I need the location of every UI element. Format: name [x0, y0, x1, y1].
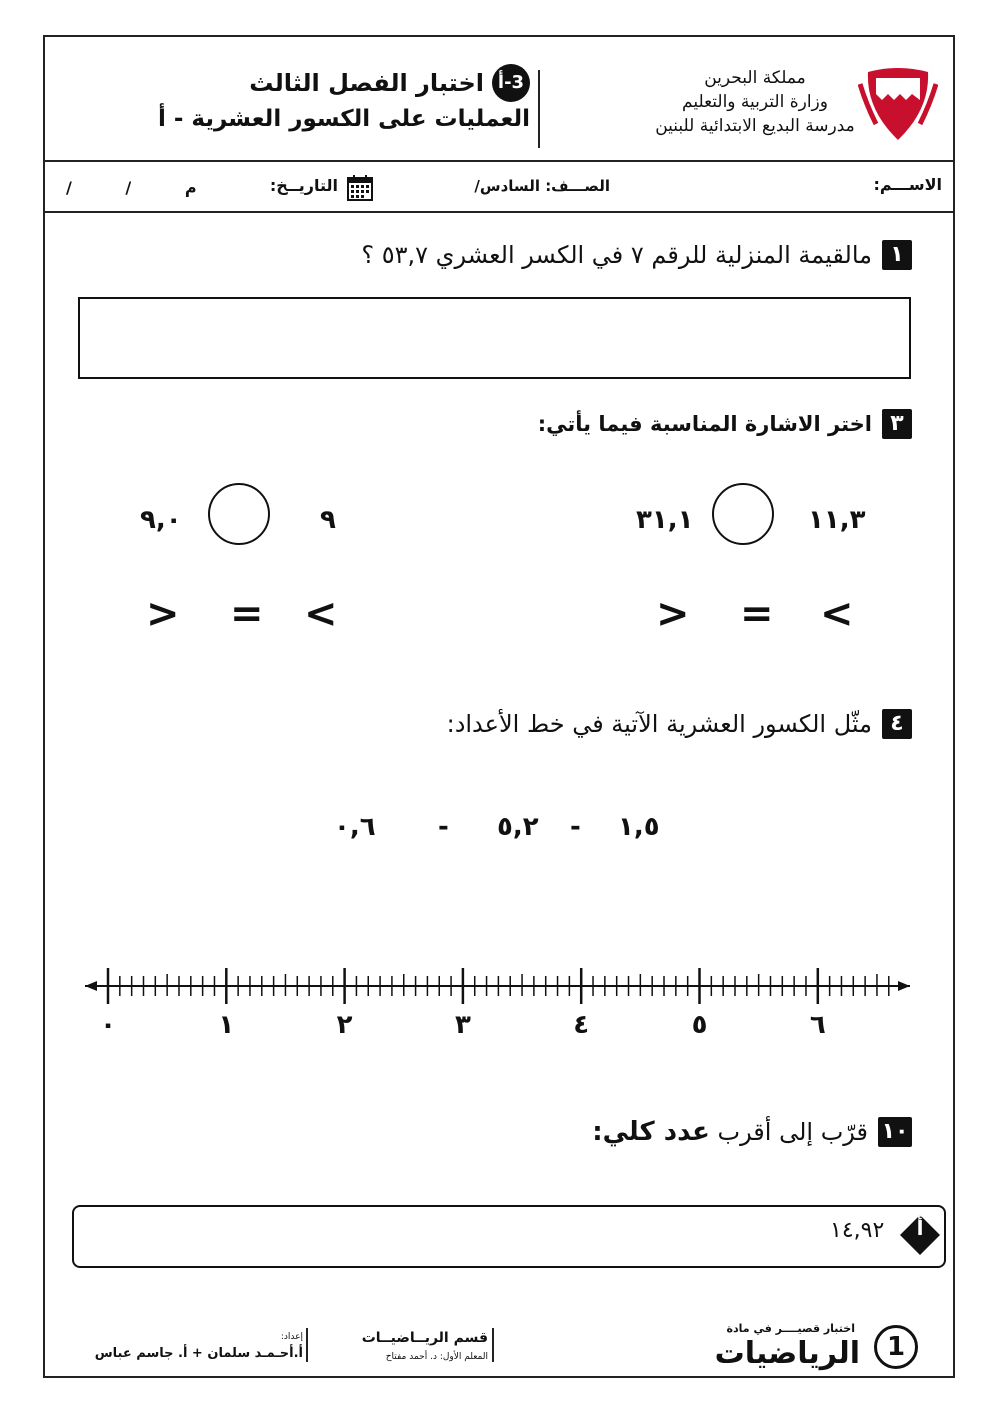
ministry-name: وزارة التربية والتعليم: [682, 92, 828, 112]
value-separator-1: -: [570, 812, 581, 842]
title-line2: العمليات على الكسور العشرية - أ: [157, 106, 530, 132]
quiz-number-circle: 1: [874, 1325, 918, 1369]
head-teacher: المعلم الأول: د. أحمد مفتاح: [385, 1352, 488, 1362]
header-titles: [84, 64, 530, 132]
calendar-icon: [346, 174, 374, 202]
department-name: قسم الريــاضيــات: [361, 1330, 488, 1346]
question-1-number: ١: [882, 240, 912, 270]
question-10: [592, 1117, 912, 1147]
question-4-number: ٤: [882, 709, 912, 739]
footer-divider-2: [306, 1328, 308, 1362]
name-label: الاســـم:: [873, 175, 942, 194]
date-slots: / / م: [66, 178, 197, 197]
symbol-less-right[interactable]: <: [820, 591, 854, 637]
info-divider: [43, 211, 955, 213]
question-4: [447, 709, 912, 739]
question-10-text: [592, 1117, 868, 1147]
item-value: ١٤,٩٢: [830, 1218, 885, 1243]
value-1-5: ١,٥: [618, 812, 660, 842]
question-3: [538, 409, 912, 439]
symbol-less-left[interactable]: <: [304, 591, 338, 637]
number-line-label: ٥: [691, 1010, 708, 1040]
number-line-label: ١: [218, 1010, 235, 1040]
number-line[interactable]: [80, 960, 920, 1050]
compare-left-a: ٩: [320, 505, 336, 535]
number-line-label: ٠: [100, 1010, 116, 1040]
school-names: [655, 66, 855, 138]
number-line-arrow-left-icon: [85, 981, 97, 991]
title-line1: اختبار الفصل الثالث: [249, 69, 484, 97]
page-frame: [43, 35, 955, 1378]
item-label: أ: [916, 1216, 924, 1240]
date-label: التاريــخ:: [269, 176, 338, 195]
symbol-greater-right[interactable]: >: [656, 591, 690, 637]
number-line-label: ٦: [809, 1010, 826, 1040]
question-10-text-part2: عدد كلي:: [592, 1117, 710, 1147]
chapter-badge: 3-أ: [492, 64, 530, 102]
question-10-text-part1: قرّب إلى أقرب: [709, 1118, 868, 1146]
number-line-label: ٤: [573, 1010, 590, 1040]
compare-left-circle[interactable]: [208, 483, 270, 545]
quiz-label: اختبار قصيــــر في مادة: [726, 1322, 855, 1335]
compare-right-a: ١١,٣: [808, 505, 866, 535]
question-1-text: مالقيمة المنزلية للرقم ٧ في الكسر العشري ٥٣,٧ ؟: [361, 241, 872, 269]
compare-left-b: ٩,٠: [140, 505, 182, 535]
number-line-label: ٣: [454, 1010, 471, 1040]
value-0-6: ٠,٦: [334, 812, 376, 842]
question-1: [361, 240, 912, 270]
question-3-text: اختر الاشارة المناسبة فيما يأتي:: [537, 412, 872, 436]
prepared-label: إعداد:: [280, 1332, 303, 1342]
compare-right-circle[interactable]: [712, 483, 774, 545]
question-4-text: مثّل الكسور العشرية الآتية في خط الأعداد:: [446, 710, 872, 738]
header-divider: [43, 160, 955, 162]
grade-label: الصـــف: السادس/: [474, 177, 610, 195]
number-line-label: ٢: [336, 1010, 353, 1040]
value-5-2: ٥,٢: [497, 812, 539, 842]
question-10-number: ١٠: [878, 1117, 912, 1147]
footer-divider-1: [492, 1328, 494, 1362]
kingdom-name: مملكة البحرين: [704, 68, 806, 88]
question-1-answer-box[interactable]: [78, 297, 911, 379]
value-separator-2: -: [438, 812, 449, 842]
symbol-greater-left[interactable]: >: [146, 591, 180, 637]
question-3-number: ٣: [882, 409, 912, 439]
number-line-arrow-right-icon: [898, 981, 910, 991]
symbol-equal-right[interactable]: =: [740, 591, 774, 637]
header-vertical-divider: [538, 70, 540, 148]
symbol-equal-left[interactable]: =: [230, 591, 264, 637]
bahrain-emblem-icon: [858, 64, 938, 144]
prepared-by: أ.أحـمـد سلمان + أ. جاسم عباس: [94, 1346, 303, 1361]
subject-name: الرياضيات: [714, 1336, 860, 1371]
compare-right-b: ٣١,١: [636, 505, 694, 535]
school-name: مدرسة البديع الابتدائية للبنين: [655, 116, 855, 136]
question-10-answer-box[interactable]: [72, 1205, 946, 1268]
